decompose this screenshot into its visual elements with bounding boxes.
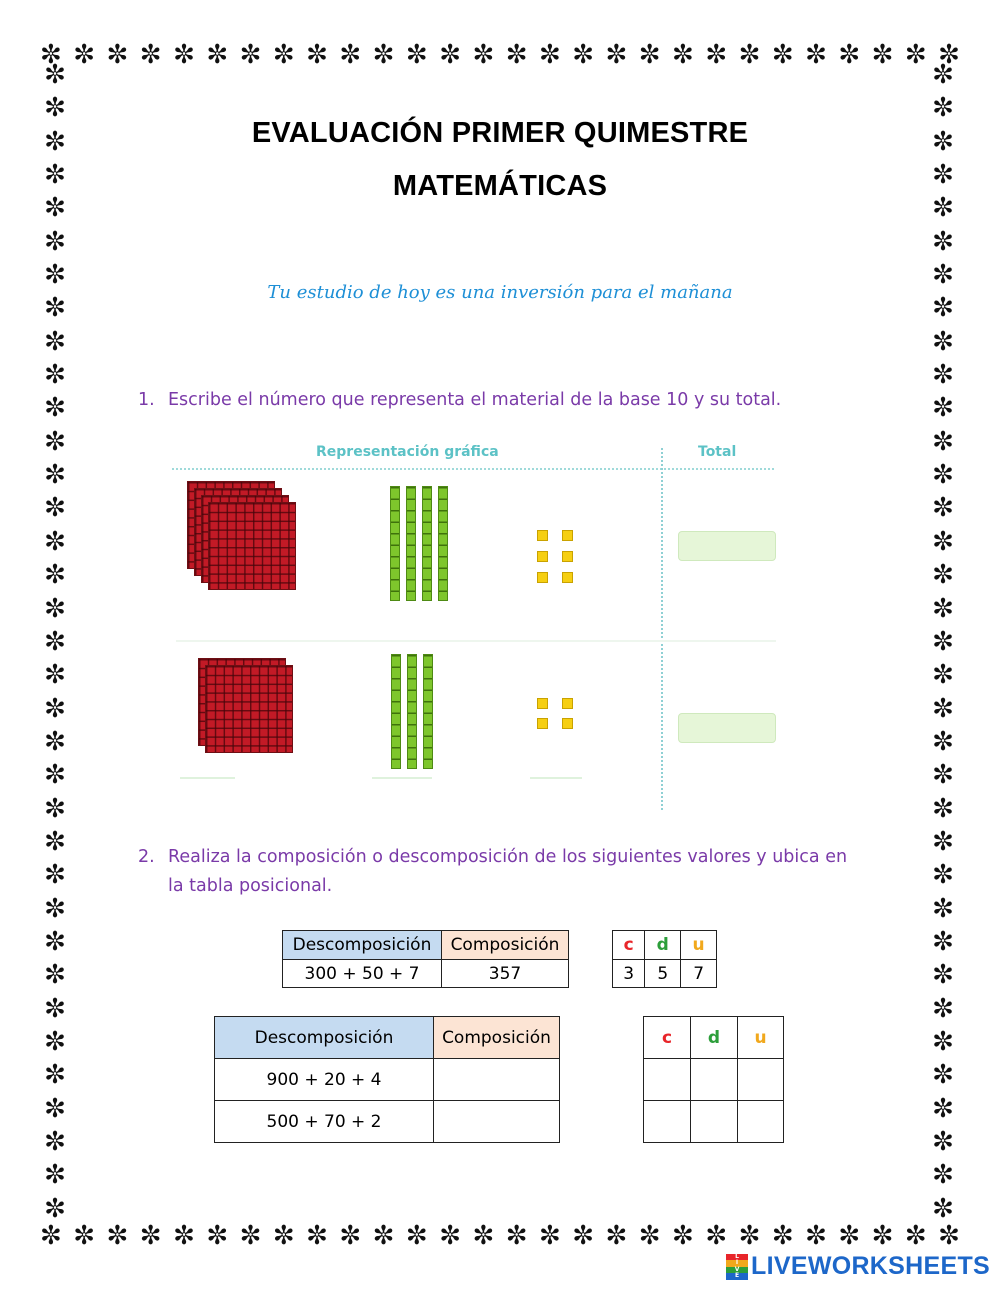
border-flower-icon: ✼ [44, 693, 66, 724]
border-flower-icon: ✼ [44, 560, 66, 591]
border-flower-icon: ✼ [738, 40, 761, 70]
border-flower-icon: ✼ [44, 826, 66, 857]
question-text: Escribe el número que representa el material de la base 10 y su total. [168, 390, 782, 410]
example-decomposition-cell: 300 + 50 + 7 [283, 960, 442, 988]
border-flower-icon: ✼ [439, 40, 461, 70]
border-flower-icon: ✼ [932, 360, 954, 391]
border-left [41, 62, 69, 1222]
unit-cube [537, 572, 548, 583]
border-flower-icon: ✼ [44, 960, 66, 991]
border-flower-icon: ✼ [932, 660, 954, 691]
border-flower-icon: ✼ [405, 40, 428, 70]
border-flower-icon: ✼ [44, 426, 66, 457]
border-flower-icon: ✼ [932, 693, 954, 724]
hundreds-block [208, 502, 296, 590]
border-flower-icon: ✼ [272, 1221, 295, 1251]
badge-letter: I [726, 1260, 748, 1267]
place-value-c: 3 [613, 960, 645, 988]
border-flower-icon: ✼ [139, 40, 162, 70]
border-flower-icon: ✼ [40, 1221, 62, 1251]
border-flower-icon: ✼ [139, 1221, 162, 1251]
page-title: EVALUACIÓN PRIMER QUIMESTRE [251, 117, 749, 149]
question-text-line-2: la tabla posicional. [168, 876, 333, 896]
tens-rod [406, 486, 416, 601]
example-composition-cell: 357 [442, 960, 569, 988]
border-flower-icon: ✼ [44, 1060, 66, 1091]
border-flower-icon: ✼ [538, 1221, 561, 1251]
border-flower-icon: ✼ [538, 40, 561, 70]
border-flower-icon: ✼ [932, 393, 954, 424]
border-flower-icon: ✼ [938, 40, 960, 70]
question-2 [138, 843, 847, 901]
border-flower-icon: ✼ [932, 893, 954, 924]
border-flower-icon: ✼ [44, 126, 66, 157]
border-flower-icon: ✼ [705, 40, 728, 70]
border-flower-icon: ✼ [932, 193, 954, 224]
unit-cube [562, 698, 573, 709]
header-composition: Composición [442, 931, 569, 960]
total-answer-input-1[interactable] [678, 531, 776, 561]
border-flower-icon: ✼ [932, 1026, 954, 1057]
border-flower-icon: ✼ [472, 1221, 495, 1251]
border-flower-icon: ✼ [44, 60, 66, 90]
border-flower-icon: ✼ [306, 1221, 328, 1251]
border-right [929, 62, 957, 1222]
border-flower-icon: ✼ [44, 660, 66, 691]
panel-header-graphic: Representación gráfica [316, 444, 499, 460]
place-input-d-1[interactable] [691, 1059, 738, 1101]
place-header-c: c [613, 931, 645, 960]
border-flower-icon: ✼ [44, 493, 66, 524]
badge-letter: E [726, 1273, 748, 1280]
border-flower-icon: ✼ [206, 40, 229, 70]
border-flower-icon: ✼ [44, 1093, 66, 1124]
badge-letter: L [726, 1254, 748, 1261]
border-flower-icon: ✼ [44, 226, 66, 257]
example-place-value-table [612, 930, 717, 988]
border-flower-icon: ✼ [932, 93, 954, 124]
header-decomposition: Descomposición [283, 931, 442, 960]
border-flower-icon: ✼ [44, 860, 66, 891]
border-flower-icon: ✼ [106, 1221, 129, 1251]
place-header-d: d [691, 1017, 738, 1059]
border-flower-icon: ✼ [932, 1093, 954, 1124]
place-input-c-2[interactable] [644, 1101, 691, 1143]
border-flower-icon: ✼ [638, 1221, 661, 1251]
place-input-c-1[interactable] [644, 1059, 691, 1101]
border-flower-icon: ✼ [932, 426, 954, 457]
border-flower-icon: ✼ [44, 193, 66, 224]
border-flower-icon: ✼ [239, 40, 262, 70]
border-flower-icon: ✼ [672, 1221, 694, 1251]
border-flower-icon: ✼ [44, 1160, 66, 1191]
border-flower-icon: ✼ [932, 1193, 954, 1224]
composition-input-2[interactable] [434, 1101, 560, 1143]
border-flower-icon: ✼ [605, 1221, 628, 1251]
border-flower-icon: ✼ [932, 326, 954, 357]
border-flower-icon: ✼ [372, 1221, 395, 1251]
border-flower-icon: ✼ [605, 40, 628, 70]
place-value-d: 5 [645, 960, 681, 988]
tens-rod [407, 654, 417, 769]
tens-rod [422, 486, 432, 601]
unit-cube [537, 551, 548, 562]
baseline-mark [180, 777, 235, 779]
border-flower-icon: ✼ [771, 1221, 794, 1251]
border-flower-icon: ✼ [871, 1221, 894, 1251]
border-flower-icon: ✼ [932, 993, 954, 1024]
border-flower-icon: ✼ [771, 40, 794, 70]
border-flower-icon: ✼ [339, 40, 362, 70]
border-flower-icon: ✼ [44, 793, 66, 824]
border-flower-icon: ✼ [405, 1221, 428, 1251]
border-flower-icon: ✼ [838, 1221, 861, 1251]
border-flower-icon: ✼ [44, 593, 66, 624]
border-flower-icon: ✼ [73, 1221, 96, 1251]
border-flower-icon: ✼ [932, 1060, 954, 1091]
border-flower-icon: ✼ [932, 760, 954, 791]
border-top [40, 41, 960, 69]
border-flower-icon: ✼ [106, 40, 129, 70]
border-flower-icon: ✼ [938, 1221, 960, 1251]
tens-rod [391, 654, 401, 769]
border-flower-icon: ✼ [44, 1026, 66, 1057]
border-flower-icon: ✼ [44, 93, 66, 124]
example-composition-table [282, 930, 569, 988]
border-flower-icon: ✼ [505, 1221, 528, 1251]
border-flower-icon: ✼ [932, 926, 954, 957]
composition-input-1[interactable] [434, 1059, 560, 1101]
border-flower-icon: ✼ [805, 40, 827, 70]
hundreds-block [205, 665, 293, 753]
border-flower-icon: ✼ [932, 126, 954, 157]
place-header-u: u [681, 931, 717, 960]
border-flower-icon: ✼ [44, 393, 66, 424]
unit-cube [562, 530, 573, 541]
border-flower-icon: ✼ [904, 40, 927, 70]
panel-divider [661, 448, 663, 810]
border-flower-icon: ✼ [932, 626, 954, 657]
border-flower-icon: ✼ [372, 40, 395, 70]
border-flower-icon: ✼ [932, 60, 954, 90]
border-flower-icon: ✼ [44, 526, 66, 557]
border-flower-icon: ✼ [932, 560, 954, 591]
border-flower-icon: ✼ [306, 40, 328, 70]
border-bottom [40, 1222, 960, 1250]
border-flower-icon: ✼ [932, 460, 954, 491]
border-flower-icon: ✼ [932, 793, 954, 824]
border-flower-icon: ✼ [932, 960, 954, 991]
row-separator [176, 640, 776, 642]
border-flower-icon: ✼ [505, 40, 528, 70]
tens-rod [438, 486, 448, 601]
border-flower-icon: ✼ [73, 40, 96, 70]
border-flower-icon: ✼ [44, 360, 66, 391]
place-value-u: 7 [681, 960, 717, 988]
border-flower-icon: ✼ [932, 1160, 954, 1191]
border-flower-icon: ✼ [44, 160, 66, 191]
live-badge-icon [726, 1254, 748, 1280]
border-flower-icon: ✼ [173, 1221, 195, 1251]
border-flower-icon: ✼ [44, 760, 66, 791]
unit-cube [537, 530, 548, 541]
border-flower-icon: ✼ [638, 40, 661, 70]
border-flower-icon: ✼ [932, 826, 954, 857]
border-flower-icon: ✼ [339, 1221, 362, 1251]
border-flower-icon: ✼ [40, 40, 62, 70]
border-flower-icon: ✼ [932, 493, 954, 524]
place-header-d: d [645, 931, 681, 960]
border-flower-icon: ✼ [239, 1221, 262, 1251]
tens-rod [423, 654, 433, 769]
place-header-c: c [644, 1017, 691, 1059]
border-flower-icon: ✼ [44, 1193, 66, 1224]
question-1 [138, 386, 781, 415]
border-flower-icon: ✼ [44, 926, 66, 957]
header-composition: Composición [434, 1017, 560, 1059]
border-flower-icon: ✼ [472, 40, 495, 70]
border-flower-icon: ✼ [932, 593, 954, 624]
unit-cube [562, 551, 573, 562]
border-flower-icon: ✼ [932, 260, 954, 291]
border-flower-icon: ✼ [44, 726, 66, 757]
header-decomposition: Descomposición [215, 1017, 434, 1059]
border-flower-icon: ✼ [206, 1221, 229, 1251]
panel-header-rule [172, 468, 774, 470]
border-flower-icon: ✼ [44, 260, 66, 291]
baseline-mark [530, 777, 582, 779]
border-flower-icon: ✼ [572, 1221, 595, 1251]
logo-text: LIVEWORKSHEETS [751, 1252, 990, 1280]
border-flower-icon: ✼ [44, 460, 66, 491]
border-flower-icon: ✼ [44, 993, 66, 1024]
unit-cube [537, 698, 548, 709]
border-flower-icon: ✼ [173, 40, 195, 70]
decomposition-cell-2: 500 + 70 + 2 [215, 1101, 434, 1143]
liveworksheets-logo [726, 1252, 990, 1281]
border-flower-icon: ✼ [272, 40, 295, 70]
border-flower-icon: ✼ [932, 226, 954, 257]
border-flower-icon: ✼ [672, 40, 694, 70]
place-header-u: u [738, 1017, 784, 1059]
border-flower-icon: ✼ [44, 293, 66, 324]
decomposition-cell-1: 900 + 20 + 4 [215, 1059, 434, 1101]
border-flower-icon: ✼ [705, 1221, 728, 1251]
place-input-d-2[interactable] [691, 1101, 738, 1143]
border-flower-icon: ✼ [904, 1221, 927, 1251]
border-flower-icon: ✼ [738, 1221, 761, 1251]
border-flower-icon: ✼ [871, 40, 894, 70]
baseline-mark [372, 777, 432, 779]
border-flower-icon: ✼ [838, 40, 861, 70]
border-flower-icon: ✼ [805, 1221, 827, 1251]
place-input-u-1[interactable] [738, 1059, 784, 1101]
unit-cube [537, 718, 548, 729]
border-flower-icon: ✼ [932, 160, 954, 191]
border-flower-icon: ✼ [932, 293, 954, 324]
border-flower-icon: ✼ [932, 860, 954, 891]
border-flower-icon: ✼ [932, 726, 954, 757]
border-flower-icon: ✼ [932, 1127, 954, 1157]
border-flower-icon: ✼ [44, 893, 66, 924]
border-flower-icon: ✼ [932, 526, 954, 557]
unit-cube [562, 572, 573, 583]
border-flower-icon: ✼ [44, 626, 66, 657]
exercise-place-value-table [643, 1016, 784, 1143]
border-flower-icon: ✼ [44, 1127, 66, 1157]
total-answer-input-2[interactable] [678, 713, 776, 743]
question-number: 2. [138, 847, 155, 867]
motto: Tu estudio de hoy es una inversión para el mañana [267, 282, 733, 303]
question-text-line-1: Realiza la composición o descomposición de los siguientes valores y ubica en [168, 847, 848, 867]
exercise-composition-table [214, 1016, 560, 1143]
question-number: 1. [138, 390, 155, 410]
panel-header-total: Total [698, 444, 737, 460]
badge-letter: V [726, 1267, 748, 1274]
unit-cube [562, 718, 573, 729]
page-subtitle: MATEMÁTICAS [392, 170, 608, 202]
border-flower-icon: ✼ [572, 40, 595, 70]
tens-rod [390, 486, 400, 601]
place-input-u-2[interactable] [738, 1101, 784, 1143]
border-flower-icon: ✼ [44, 326, 66, 357]
border-flower-icon: ✼ [439, 1221, 461, 1251]
